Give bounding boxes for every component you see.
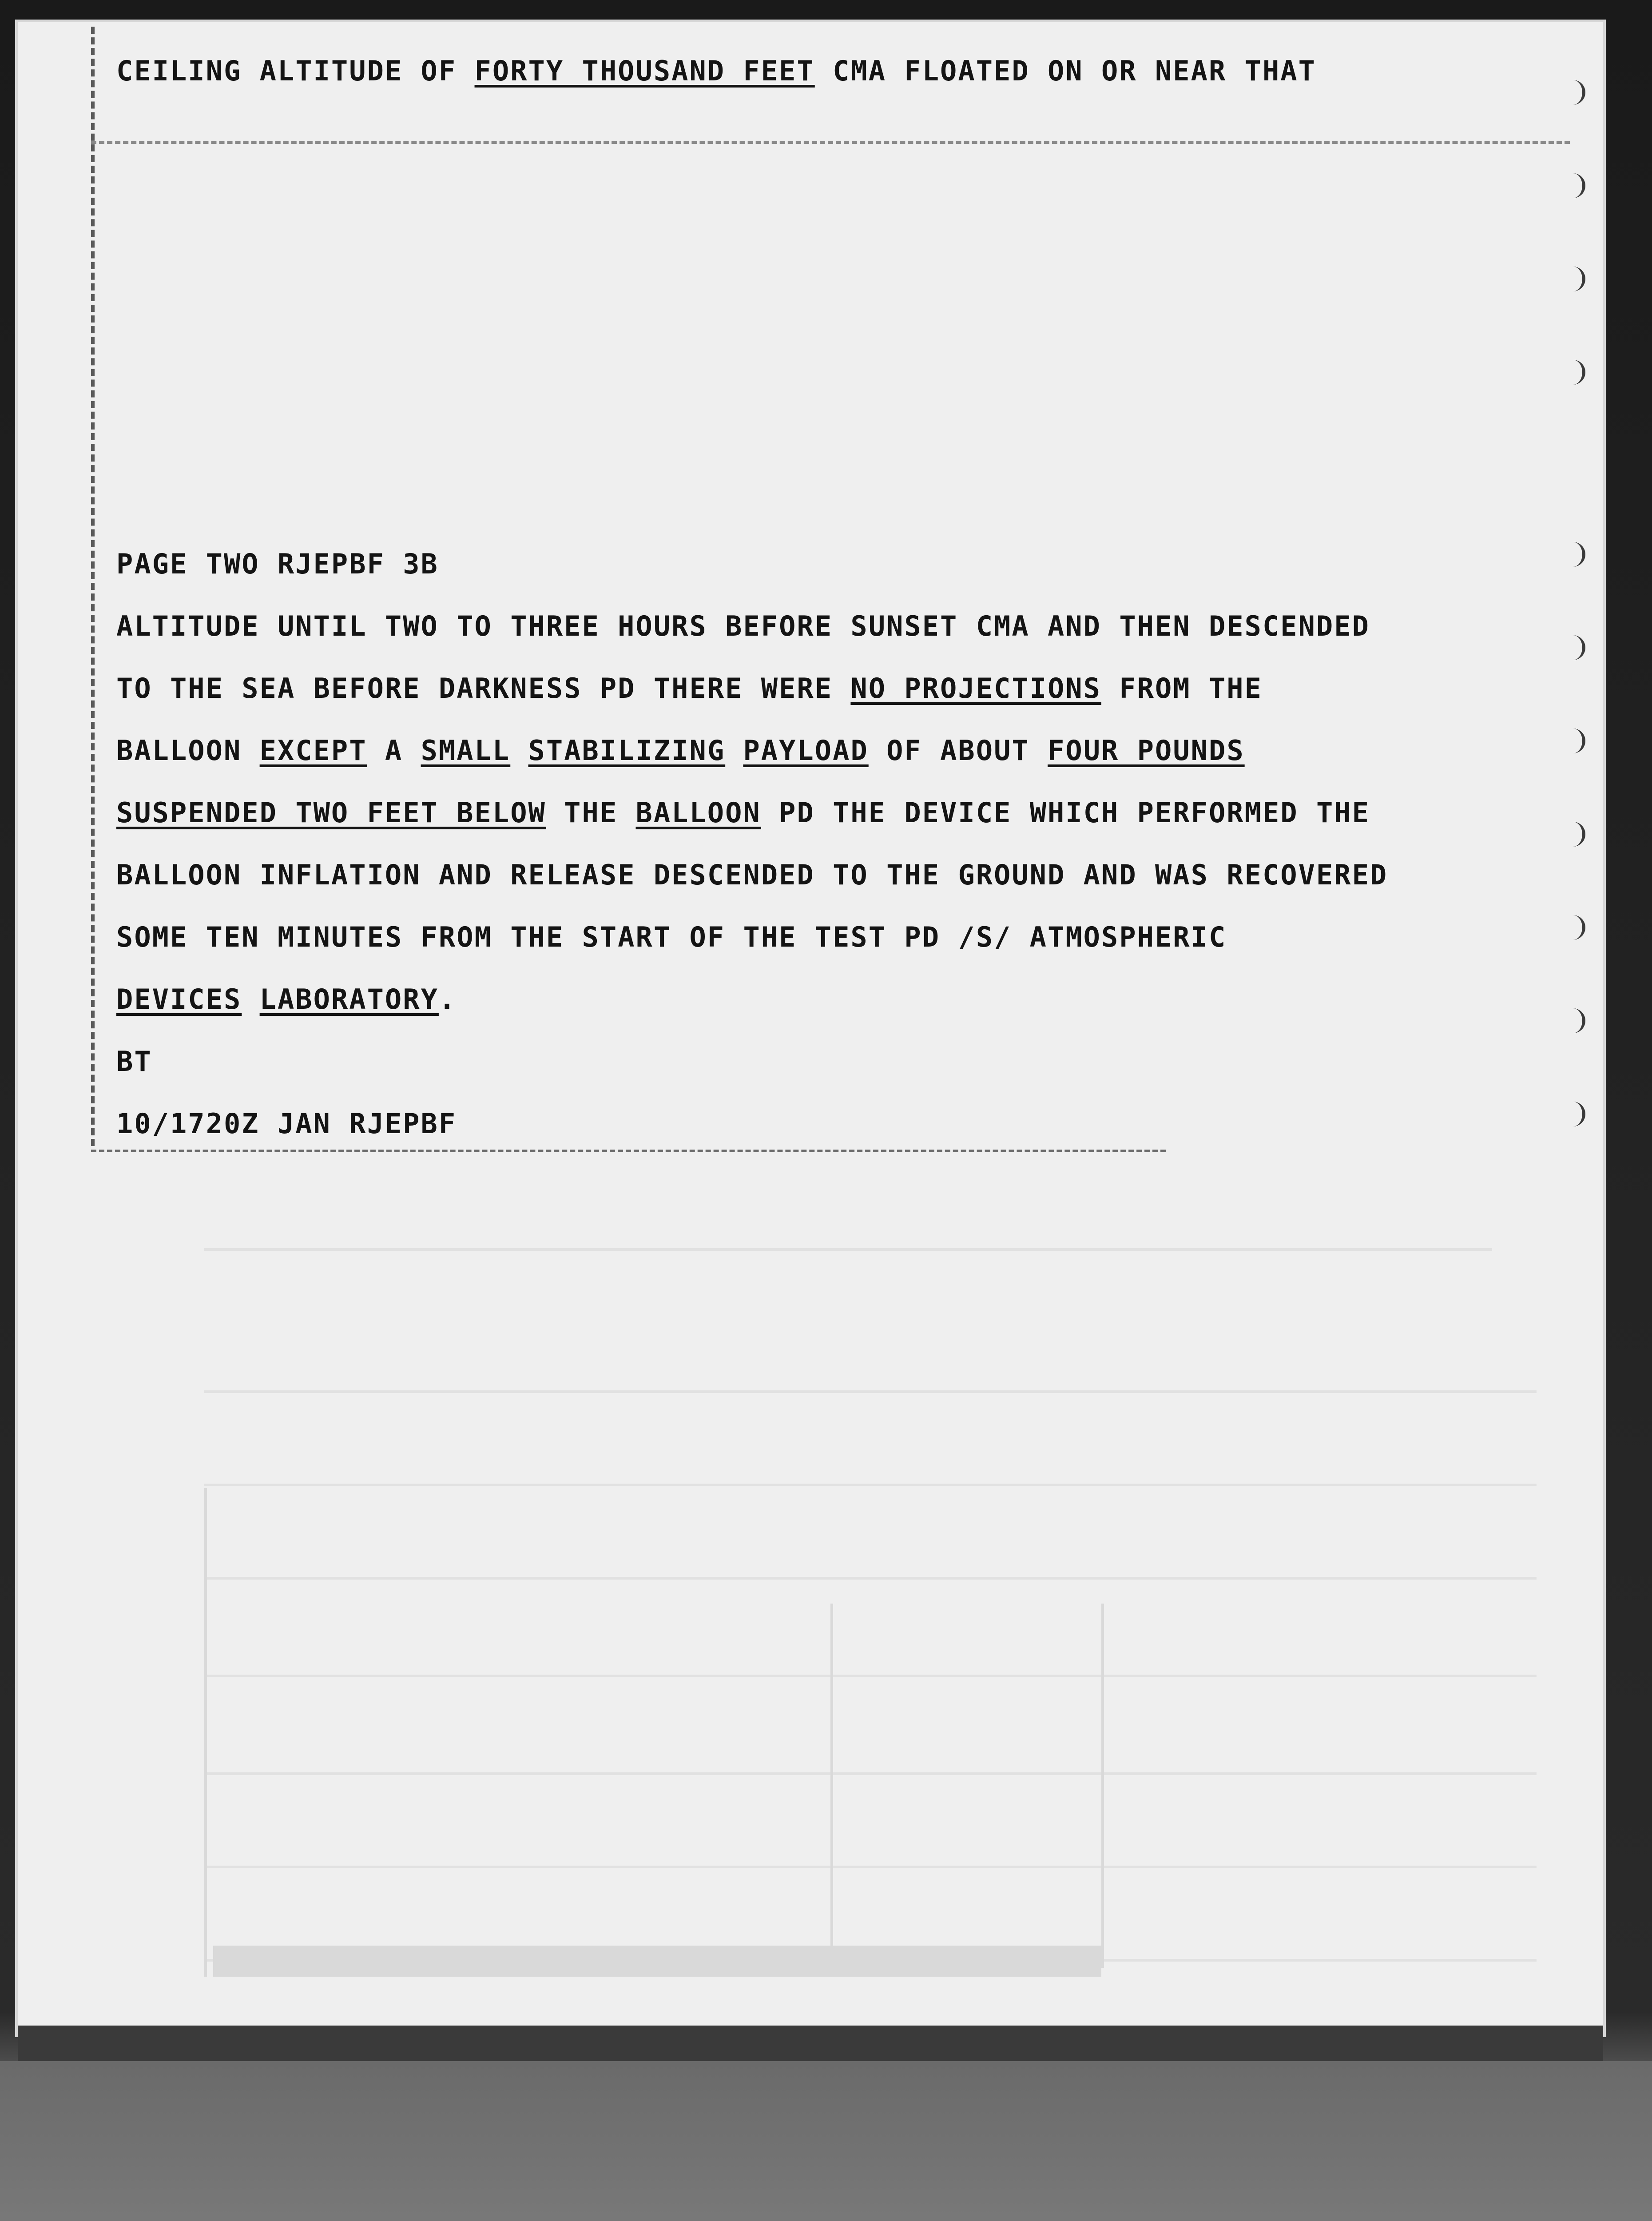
underlined-text: SUSPENDED TWO FEET BELOW — [116, 796, 546, 829]
underlined-text: LABORATORY — [259, 983, 439, 1015]
bleed-through-line — [204, 1484, 1537, 1486]
message-text: PD THE DEVICE WHICH PERFORMED THE — [761, 796, 1370, 829]
message-line — [116, 735, 1245, 766]
message-text: BALLOON INFLATION AND RELEASE DESCENDED TO THE GROUND AND WAS RECOVERED — [116, 859, 1388, 891]
underlined-text: STABILIZING — [528, 734, 726, 767]
bleed-through-line — [204, 1390, 1537, 1393]
bleed-through-line — [204, 1866, 1537, 1868]
message-text: FROM THE — [1101, 672, 1263, 705]
message-text: TO THE SEA BEFORE DARKNESS PD THERE WERE — [116, 672, 851, 705]
bleed-through-band — [213, 1946, 1101, 1977]
message-line — [116, 922, 1227, 953]
message-text: PAGE TWO RJEPBF 3B — [116, 548, 439, 580]
sheet-shadow — [18, 2026, 1603, 2061]
message-line — [116, 860, 1388, 891]
underlined-text: PAYLOAD — [743, 734, 869, 767]
underlined-text: FORTY THOUSAND FEET — [474, 55, 815, 87]
underlined-text: EXCEPT — [259, 734, 367, 767]
underlined-text: FOUR POUNDS — [1048, 734, 1245, 767]
message-text: CEILING ALTITUDE OF — [116, 55, 475, 87]
scanner-bed — [0, 2061, 1652, 2221]
bleed-through-line — [204, 1772, 1537, 1775]
bleed-through-line — [204, 1675, 1537, 1677]
message-text: SOME TEN MINUTES FROM THE START OF THE TEST PD /S/ ATMOSPHERIC — [116, 921, 1227, 953]
underlined-text: SMALL — [421, 734, 511, 767]
message-text: OF ABOUT — [868, 734, 1048, 767]
message-text: 10/1720Z JAN RJEPBF — [116, 1107, 457, 1140]
bleed-through-line — [204, 1577, 1537, 1580]
message-text — [242, 983, 259, 1015]
message-text: BT — [116, 1045, 152, 1078]
message-line — [116, 984, 457, 1015]
message-line — [116, 1046, 152, 1077]
message-text: BALLOON — [116, 734, 260, 767]
message-frame-top — [91, 141, 1570, 144]
message-line — [116, 1108, 457, 1139]
message-text: A — [367, 734, 421, 767]
message-frame-bottom — [91, 1150, 1166, 1152]
underlined-text: BALLOON — [635, 796, 761, 829]
bleed-through-line — [1101, 1604, 1104, 1968]
message-line — [116, 611, 1370, 642]
message-text — [510, 734, 528, 767]
message-text: THE — [546, 796, 636, 829]
teletype-sheet — [18, 22, 1603, 2034]
message-text: . — [438, 983, 457, 1015]
message-line — [116, 673, 1263, 704]
message-text: ALTITUDE UNTIL TWO TO THREE HOURS BEFORE SUNSET CMA AND THEN DESCENDED — [116, 610, 1370, 642]
message-line — [116, 56, 1316, 87]
message-line — [116, 549, 439, 580]
underlined-text: NO PROJECTIONS — [850, 672, 1102, 705]
message-frame-left — [91, 27, 95, 1146]
bleed-through-line — [204, 1248, 1492, 1251]
message-line — [116, 797, 1370, 828]
message-text: CMA FLOATED ON OR NEAR THAT — [814, 55, 1316, 87]
bleed-through-line — [830, 1604, 833, 1968]
message-text — [725, 734, 743, 767]
underlined-text: DEVICES — [116, 983, 242, 1015]
bleed-through-line — [204, 1488, 207, 1977]
